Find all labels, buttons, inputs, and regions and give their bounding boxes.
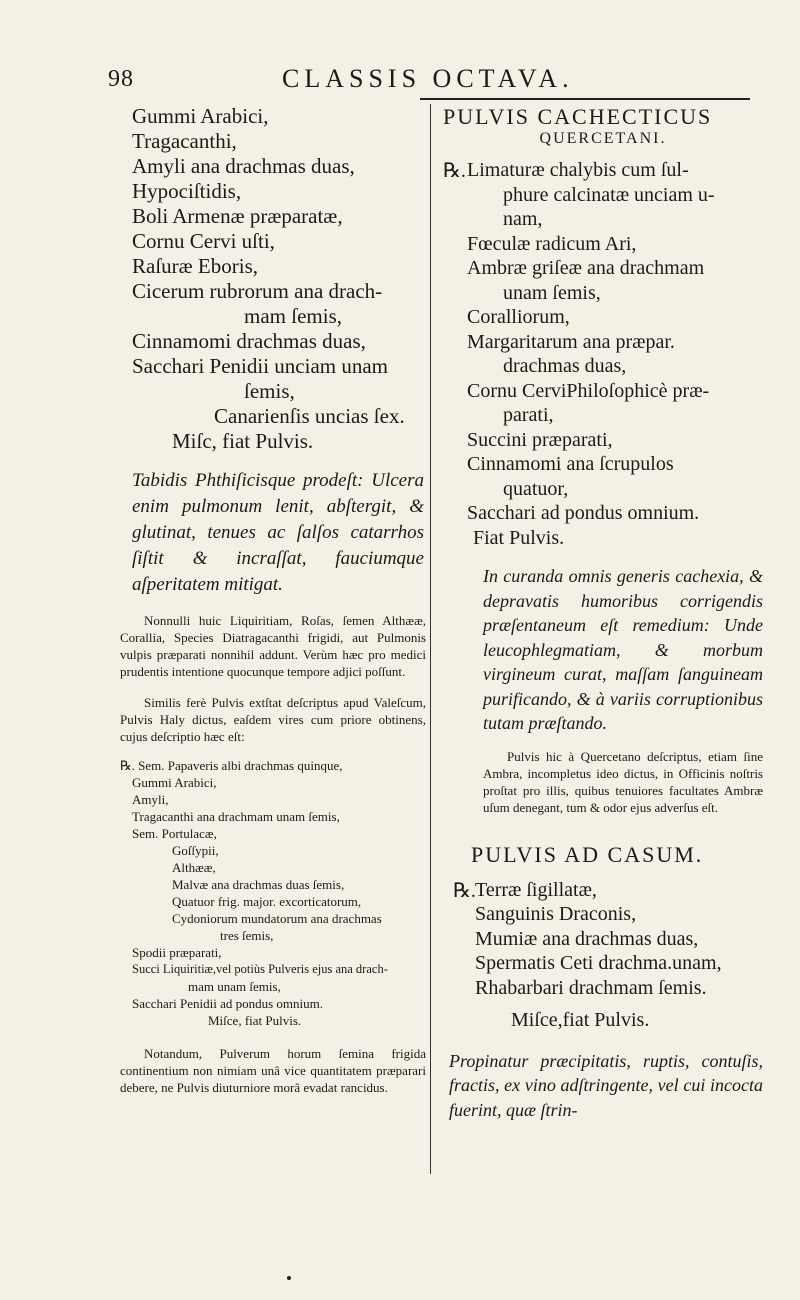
text-line: Spermatis Ceti drachma.unam,	[475, 952, 722, 974]
text-line: Margaritarum ana præpar.	[467, 330, 675, 353]
recipe-line: Quatuor frig. major. excorticatorum,	[172, 894, 362, 909]
text-line: Cornu CerviPhiloſophicè præ-	[467, 379, 710, 402]
header-rule	[420, 98, 750, 100]
recipe-line: Sacchari Penidii ad pondus omnium.	[132, 996, 324, 1011]
text-line: unam ſemis,	[503, 281, 601, 304]
text-line: mam ſemis,	[244, 304, 342, 328]
text-line: Cinnamomi drachmas duas,	[132, 329, 366, 353]
text-line: ſemis,	[244, 379, 295, 403]
text-line: Succini præparati,	[467, 428, 613, 451]
paragraph: Nonnulli huic Liquiritiam, Roſas, ſemen Althææ, Corallia, Species Diatragacanthi frigidi, aut Pulmonis vulpis præparati nonnihil addunt. Verùm hæc pro medici prudentis intentione quocunque tempore adjici poſſunt.	[120, 613, 426, 679]
italic-note: Tabidis Phthiſicisque prodeſt: Ulcera enim pulmonum lenit, abſtergit, & glutinat, tenues ac ſalſos catarrhos ſiſtit & incraſſat, fauciumque aſperitatem mitigat.	[132, 470, 424, 595]
recipe-line: tres ſemis,	[220, 928, 274, 943]
text-line: Fiat Pulvis.	[473, 526, 565, 549]
text-line: Tragacanthi,	[132, 129, 237, 153]
text-line: quatuor,	[503, 477, 569, 500]
text-line: Ambræ griſeæ ana drachmam	[467, 257, 705, 279]
text-line: Hypociſtidis,	[132, 179, 242, 203]
text-line: Miſce,fiat Pulvis.	[511, 1009, 650, 1031]
text-line: Coralliorum,	[467, 306, 570, 328]
section-subheading: QUERCETANI.	[539, 130, 667, 147]
text-line: Cornu Cervi uſti,	[132, 229, 275, 253]
text-line: Raſuræ Eboris,	[132, 254, 258, 278]
text-line: Boli Armenæ præparatæ,	[132, 204, 343, 228]
recipe-line: Spodii præparati,	[132, 945, 222, 960]
recipe-block	[443, 878, 763, 1033]
left-column	[120, 104, 426, 1096]
paragraph: Pulvis hic à Quercetano deſcriptus, etiam ſine Ambra, incompletus ideo dictus, in Officinis noſtris proſtat pro illis, quibus tenuiores facultates Ambræ uſum denegant, tum & odor ejus adverſus eſt.	[483, 748, 763, 815]
text-line: Fœculæ radicum Ari,	[467, 232, 637, 255]
recipe-line: Miſce, fiat Pulvis.	[208, 1013, 302, 1028]
text-line: Mumiæ ana drachmas duas,	[475, 927, 699, 950]
text-line: Terræ ſigillatæ,	[475, 878, 597, 901]
text-line: Cinnamomi ana ſcrupulos	[467, 453, 674, 475]
page-mark	[287, 1276, 291, 1280]
paragraph: Notandum, Pulverum horum ſemina frigida continentium non nimiam unâ vice quantitatem præparari debere, ne Pulvis diuturniore morâ evadat rancidus.	[120, 1046, 426, 1095]
recipe-line: Sem. Portulacæ,	[132, 826, 217, 841]
section-heading: PULVIS AD CASUM.	[471, 841, 704, 867]
text-line: parati,	[503, 404, 554, 426]
page-number: 98	[108, 66, 134, 92]
column-divider	[430, 104, 431, 1174]
recipe-line: Althææ,	[172, 860, 216, 875]
recipe-line: Malvæ ana drachmas duas ſemis,	[172, 877, 345, 892]
text-line: Sacchari Penidii unciam unam	[132, 354, 389, 378]
running-head: CLASSIS OCTAVA.	[282, 64, 574, 93]
section-heading: PULVIS CACHECTICUS	[443, 104, 713, 129]
recipe-symbol: ℞.	[453, 879, 476, 902]
italic-note: Propinatur præcipitatis, ruptis, contuſis, fractis, ex vino adſtringente, vel cui incocta fuerint, quæ ſtrin-	[449, 1050, 763, 1120]
recipe-line: Goſſypii,	[172, 843, 219, 858]
right-column	[443, 104, 763, 1122]
text-line: Sanguinis Draconis,	[475, 903, 637, 925]
text-line: Canarienſis uncias ſex.	[214, 404, 405, 428]
recipe-line: mam unam ſemis,	[188, 979, 281, 994]
italic-note: In curanda omnis generis cachexia, & depravatis humoribus corrigendis præſentaneum eſt remedium: Unde leucophlegmatiam, & morbum virgineum curat, maſſam ſanguineam purificando, & à variis corruptionibus tutam præſtando.	[483, 566, 763, 733]
recipe-list	[120, 757, 424, 1029]
text-line: drachmas duas,	[503, 355, 627, 377]
recipe-line: Cydoniorum mundatorum ana drachmas	[172, 911, 382, 926]
text-line: Limaturæ chalybis cum ſul-	[467, 159, 689, 181]
text-line: nam,	[503, 208, 543, 230]
recipe-block	[443, 158, 763, 550]
text-line: Gummi Arabici,	[132, 104, 269, 128]
recipe-line: Amyli,	[132, 792, 169, 807]
paragraph: Similis ferè Pulvis extſtat deſcriptus apud Valeſcum, Pulvis Haly dictus, eaſdem vires cum priore obtinens, cujus deſcriptio hæc eſt:	[120, 695, 426, 744]
text-line: Rhabarbari drachmam ſemis.	[475, 976, 707, 999]
text-line: Amyli ana drachmas duas,	[132, 154, 355, 178]
recipe-line: ℞. Sem. Papaveris albi drachmas quinque,	[120, 758, 343, 773]
recipe-symbol: ℞.	[443, 160, 466, 182]
recipe-line: Succi Liquiritiæ,vel potiùs Pulveris ejus ana drach-	[132, 962, 388, 976]
text-line: Miſc, fiat Pulvis.	[172, 429, 314, 453]
text-line: Cicerum rubrorum ana drach-	[132, 279, 383, 303]
recipe-line: Gummi Arabici,	[132, 775, 217, 790]
text-line: phure calcinatæ unciam u-	[503, 183, 715, 206]
recipe-line: Tragacanthi ana drachmam unam ſemis,	[132, 809, 340, 824]
text-line: Sacchari ad pondus omnium.	[467, 502, 700, 524]
